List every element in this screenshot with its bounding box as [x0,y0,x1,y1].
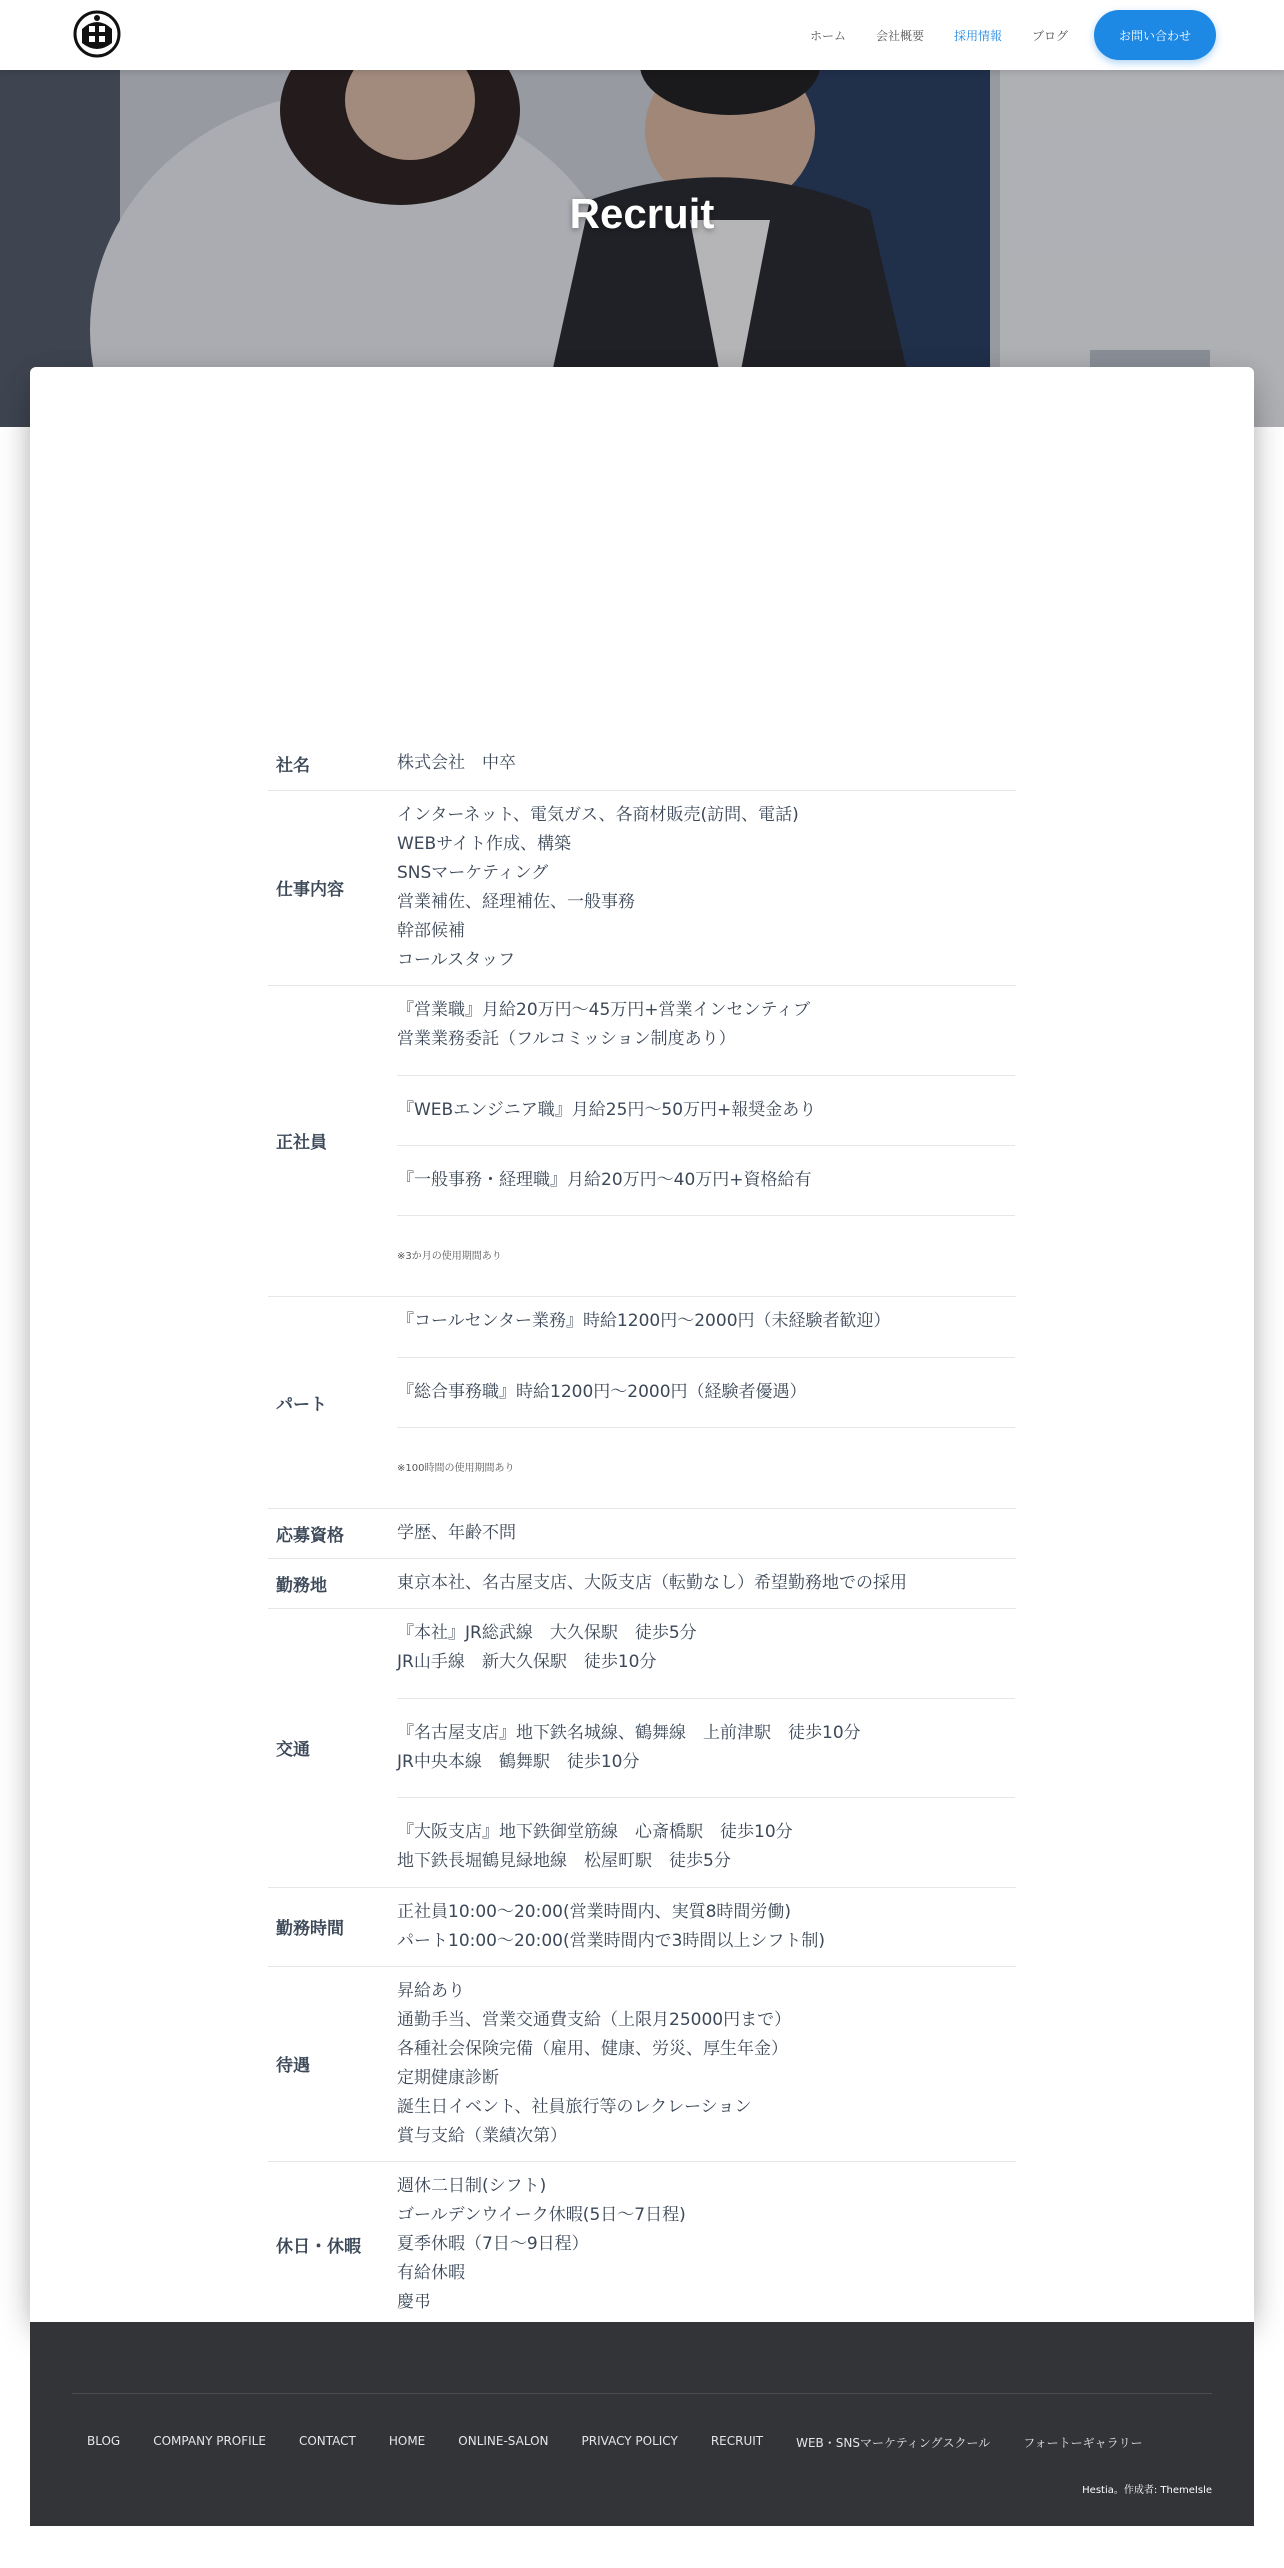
table-row [268,738,1016,790]
footer-link-company-profile[interactable]: COMPANY PROFILE [153,2434,266,2448]
salary-line: 『総合事務職』時給1200円～2000円（経験者優遇） [397,1381,807,1402]
table-row [268,1608,1016,1887]
salary-item [397,1298,1015,1357]
table-row [268,1887,1016,1966]
job-description [397,792,1015,984]
access-line: 地下鉄長堀鶴見緑地線 松屋町駅 徒歩5分 [397,1850,731,1871]
footer-link-online-salon[interactable]: ONLINE-SALON [458,2434,549,2448]
fulltime-salary [397,985,1016,1296]
list-item: 誕生日イベント、社員旅行等のレクレーション [397,2096,752,2117]
nav-recruit[interactable]: 採用情報 [953,28,1002,43]
salary-item [397,1357,1015,1427]
list-item: 正社員10:00～20:00(営業時間内、実質8時間労働) [397,1901,792,1922]
footer-link-gallery[interactable]: フォートーギャラリー [1023,2436,1143,2450]
main-menu [780,10,1216,60]
table-row [268,1296,1016,1508]
note-text: ※3か月の使用期間あり [397,1250,502,1262]
access-line: JR山手線 新大久保駅 徒歩10分 [397,1651,657,1672]
list-item: コールスタッフ [397,949,516,970]
list-item: 夏季休暇（7日～9日程） [397,2233,589,2254]
list-item: 通勤手当、営業交通費支給（上限月25000円まで） [397,2009,792,2030]
list-item: 各種社会保険完備（雇用、健康、労災、厚生年金） [397,2038,788,2059]
working-hours [397,1889,1015,1965]
row-label: 社名 [276,756,310,777]
contact-button[interactable]: お問い合わせ [1094,10,1216,60]
salary-line: 『営業職』月給20万円～45万円+営業インセンティブ [397,999,811,1020]
row-label: 勤務地 [268,1558,397,1608]
note-text: ※100時間の使用期間あり [397,1462,515,1474]
salary-item [397,1075,1015,1145]
row-label: 勤務時間 [268,1887,397,1966]
list-item: インターネット、電気ガス、各商材販売(訪問、電話) [397,804,799,825]
table-row [268,790,1016,985]
access-line: 『大阪支店』地下鉄御堂筋線 心斎橋駅 徒歩10分 [397,1821,793,1842]
list-item: WEBサイト作成、構築 [397,833,572,854]
salary-item [397,1145,1015,1215]
parttime-salary [397,1296,1016,1508]
table-row [268,2161,1016,2327]
probation-note [397,1215,1015,1295]
salary-line: 『コールセンター業務』時給1200円～2000円（未経験者歓迎） [397,1310,891,1331]
table-row [268,985,1016,1296]
row-label: 仕事内容 [268,790,397,985]
company-name: 株式会社 中卒 [397,753,516,774]
footer-link-contact[interactable]: CONTACT [298,2434,356,2448]
content-card [30,367,1254,2322]
access-line: 『名古屋支店』地下鉄名城線、鶴舞線 上前津駅 徒歩10分 [397,1722,861,1743]
row-label: パート [268,1296,397,1508]
footer-menu [87,2434,1176,2451]
row-label: 待遇 [268,1966,397,2161]
access-item [397,1797,1015,1886]
site-footer [30,2322,1254,2526]
salary-line: 『WEBエンジニア職』月給25円～50万円+報奨金あり [397,1099,817,1120]
list-item: 賞与支給（業績次第） [397,2125,567,2146]
nav-blog[interactable]: ブログ [1031,28,1068,43]
list-item: 定期健康診断 [397,2067,499,2088]
list-item: 幹部候補 [397,920,465,941]
qualification-value: 学歴、年齢不問 [397,1522,516,1543]
nav-company[interactable]: 会社概要 [875,28,924,43]
footer-link-school[interactable]: WEB・SNSマーケティングスクール [796,2436,991,2450]
top-navbar [0,0,1284,70]
holidays-list [397,2163,1015,2326]
location-value: 東京本社、名古屋支店、大阪支店（転勤なし）希望勤務地での採用 [397,1572,907,1593]
access-line: 『本社』JR総武線 大久保駅 徒歩5分 [397,1622,697,1643]
list-item: 有給休暇 [397,2262,465,2283]
list-item: 慶弔 [397,2291,431,2312]
list-item: ゴールデンウイーク休暇(5日～7日程) [397,2204,686,2225]
list-item: 昇給あり [397,1980,465,2001]
emblem-logo-icon[interactable] [72,9,122,59]
table-row [268,1558,1016,1608]
footer-credit: Hestia。作成者: ThemeIsle [1082,2485,1212,2496]
salary-item [397,987,1015,1075]
list-item: 営業補佐、経理補佐、一般事務 [397,891,635,912]
probation-note [397,1427,1015,1507]
footer-link-privacy-policy[interactable]: PRIVACY POLICY [581,2434,678,2448]
page-title: Recruit [569,190,715,237]
footer-link-home[interactable]: HOME [388,2434,426,2448]
footer-divider [72,2393,1212,2394]
list-item: 週休二日制(シフト) [397,2175,547,2196]
access-line: JR中央本線 鶴舞駅 徒歩10分 [397,1751,640,1772]
access-item [397,1698,1015,1797]
row-label: 交通 [268,1608,397,1887]
list-item: SNSマーケティング [397,862,549,883]
table-row [268,1508,1016,1558]
salary-line: 営業業務委託（フルコミッション制度あり） [397,1028,736,1049]
nav-home[interactable]: ホーム [809,28,846,43]
row-label: 休日・休暇 [268,2161,397,2327]
salary-line: 『一般事務・経理職』月給20万円～40万円+資格給有 [397,1169,812,1190]
row-label: 正社員 [268,985,397,1296]
access-item [397,1610,1015,1698]
access-list [397,1608,1016,1887]
footer-link-recruit[interactable]: RECRUIT [710,2434,764,2448]
benefits-list [397,1968,1015,2160]
recruit-info-table [268,738,1016,2327]
list-item: パート10:00～20:00(営業時間内で3時間以上シフト制) [397,1930,826,1951]
footer-link-blog[interactable]: BLOG [87,2434,121,2448]
table-row [268,1966,1016,2161]
row-label: 応募資格 [268,1508,397,1558]
